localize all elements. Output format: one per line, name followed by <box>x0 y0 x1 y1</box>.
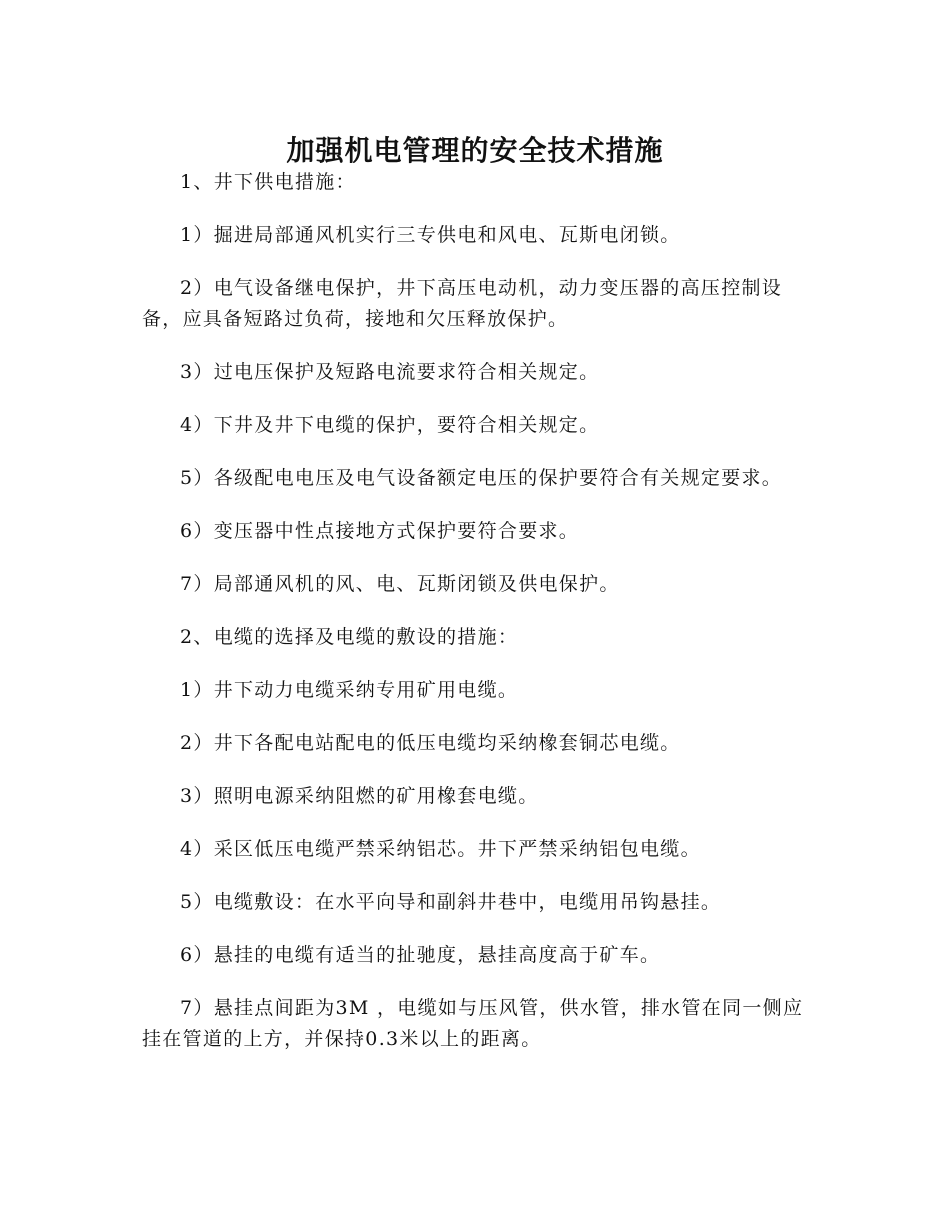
paragraph: 2、电缆的选择及电缆的敷设的措施： <box>180 626 519 648</box>
paragraph: 2）电气设备继电保护，井下高压电动机，动力变压器的高压控制设备，应具备短路过负荷，接地和欠压释放保护。 <box>142 277 783 330</box>
paragraph: 1、井下供电措施： <box>180 171 356 193</box>
paragraph: 6）悬挂的电缆有适当的扯驰度，悬挂高度高于矿车。 <box>180 944 661 966</box>
paragraph: 7）局部通风机的风、电、瓦斯闭锁及供电保护。 <box>180 573 620 595</box>
document-body <box>142 167 808 1077</box>
paragraph: 4）下井及井下电缆的保护，要符合相关规定。 <box>180 414 600 436</box>
document-title: 加强机电管理的安全技术措施 <box>286 133 664 167</box>
paragraph: 3）照明电源采纳阻燃的矿用橡套电缆。 <box>180 785 539 807</box>
paragraph: 6）变压器中性点接地方式保护要符合要求。 <box>180 520 580 542</box>
paragraph: 2）井下各配电站配电的低压电缆均采纳橡套铜芯电缆。 <box>180 732 681 754</box>
paragraph: 4）采区低压电缆严禁采纳铝芯。井下严禁采纳铝包电缆。 <box>180 838 701 860</box>
paragraph: 1）井下动力电缆采纳专用矿用电缆。 <box>180 679 519 701</box>
paragraph: 5）各级配电电压及电气设备额定电压的保护要符合有关规定要求。 <box>180 467 783 489</box>
paragraph: 1）掘进局部通风机实行三专供电和风电、瓦斯电闭锁。 <box>180 224 681 246</box>
paragraph: 5）电缆敷设：在水平向导和副斜井巷中，电缆用吊钩悬挂。 <box>180 891 722 913</box>
paragraph: 3）过电压保护及短路电流要求符合相关规定。 <box>180 361 600 383</box>
paragraph: 7）悬挂点间距为3M ，电缆如与压风管，供水管，排水管在同一侧应挂在管道的上方，并保持0.3米以上的距离。 <box>142 997 804 1050</box>
